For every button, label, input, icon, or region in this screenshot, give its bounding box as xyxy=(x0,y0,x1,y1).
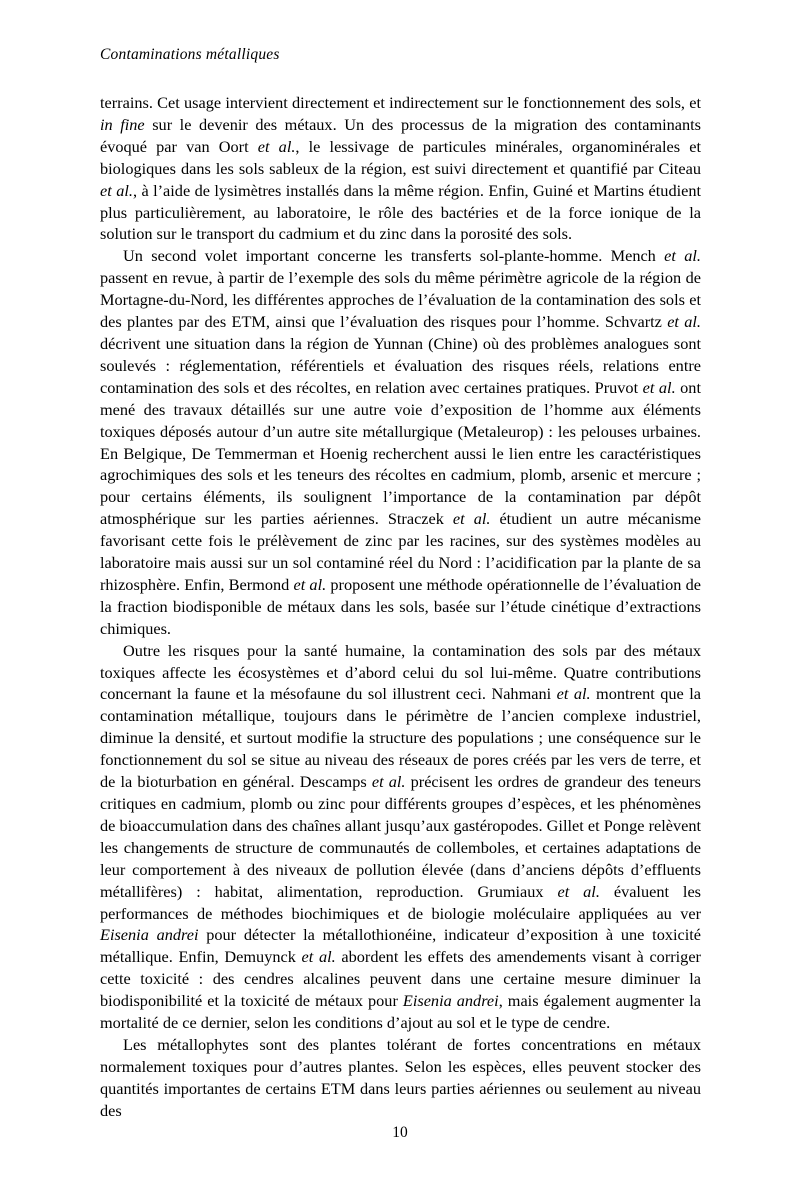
text-run: , le lessivage de particules minérales, organominérales et biologiques dans les sols sableux de la région, est suivi directement et quantifié par Citeau xyxy=(100,136,701,178)
italic-text-run: et al. xyxy=(371,772,406,792)
paragraph xyxy=(100,640,701,1034)
text-run: décrivent une situation dans la région de Yunnan (Chine) où des problèmes analogues sont soulevés : réglementation, référentiels et évaluation des risques réels, relations entre contamination des sols et des récoltes, en relation avec certaines pratiques. Pruvot xyxy=(100,333,701,397)
text-run: pour détecter la métallothionéine, indicateur d’exposition à une toxicité métallique. Enfin, Demuynck xyxy=(100,925,701,967)
italic-text-run: et al. xyxy=(257,136,296,156)
italic-text-run: Eisenia andrei xyxy=(402,991,499,1011)
text-run: abordent les effets des amendements visant à corriger cette toxicité : des cendres alcalines peuvent dans une certaine mesure diminuer la biodisponibilité et la toxicité de métaux pour xyxy=(100,947,701,1011)
italic-text-run: et al. xyxy=(293,574,327,594)
italic-text-run: et al. xyxy=(642,377,676,397)
text-run: proposent une méthode opérationnelle de l’évaluation de la fraction biodisponible de métaux dans les sols, basée sur l’étude cinétique d’extractions chimiques. xyxy=(100,574,702,638)
page-number: 10 xyxy=(392,1124,408,1141)
text-run: , à l’aide de lysimètres installés dans la même région. Enfin, Guiné et Martins étudient plus particulièrement, au laboratoire, le rôle des bactéries et de la force ionique de la solution sur le transport du cadmium et du zinc dans la porosité des sols. xyxy=(100,180,702,244)
italic-text-run: et al. xyxy=(664,246,701,266)
text-run: passent en revue, à partir de l’exemple des sols du même périmètre agricole de la région de Mortagne-du-Nord, les différentes approches de l’évaluation de la contamination des sols et des plantes par des ETM, ainsi que l’évaluation des risques pour l’homme. Schvartz xyxy=(100,268,701,332)
italic-text-run: Eisenia andrei xyxy=(100,925,199,945)
paragraph xyxy=(100,1034,701,1122)
body-text xyxy=(100,92,701,1122)
text-run: sur le devenir des métaux. Un des processus de la migration des contaminants évoqué par van Oort xyxy=(100,114,702,156)
text-run: , mais également augmenter la mortalité de ce dernier, selon les conditions d’ajout au sol et le type de cendre. xyxy=(100,991,701,1033)
text-run: ont mené des travaux détaillés sur une autre voie d’exposition de l’homme aux éléments toxiques déposés autour d’un autre site métallurgique (Metaleurop) : les pelouses urbaines. En Belgique, De Temmerman et Hoenig recherchent aussi le lien entre les caractéristiques agrochimiques des sols et les teneurs des récoltes en cadmium, plomb, arsenic et mercure ; pour certains éléments, ils soulignent l’importance de la contamination par dépôt atmosphérique sur les parties aériennes. Straczek xyxy=(100,377,701,529)
text-run: montrent que la contamination métallique, toujours dans le périmètre de l’ancien complexe industriel, diminue la densité, et surtout modifie la structure des populations ; une conséquence sur le fonctionnement du sol se situe au niveau des réseaux de pores créés par les vers de terre, et de la bioturbation en général. Descamps xyxy=(100,684,702,792)
italic-text-run: et al. xyxy=(452,509,491,529)
text-run: Un second volet important concerne les transferts sol-plante-homme. Mench xyxy=(123,246,665,266)
italic-text-run: et al. xyxy=(100,180,133,200)
text-run: Les métallophytes sont des plantes tolérant de fortes concentrations en métaux normalement toxiques pour d’autres plantes. Selon les espèces, elles peuvent stocker des quantités importantes de certains ETM dans leurs parties aériennes ou seulement au niveau des xyxy=(100,1034,701,1120)
text-run: terrains. Cet usage intervient directement et indirectement sur le fonctionnement des sols, et xyxy=(100,93,701,112)
italic-text-run: et al. xyxy=(556,684,591,704)
text-run: Outre les risques pour la santé humaine, la contamination des sols par des métaux toxiques affecte les écosystèmes et d’abord celui du sol lui-même. Quatre contributions concernant la faune et la mésofaune du sol illustrent ceci. Nahmani xyxy=(100,640,701,704)
italic-text-run: et al. xyxy=(301,947,336,967)
italic-text-run: et al. xyxy=(557,881,600,901)
paragraph xyxy=(100,92,701,245)
text-run: précisent les ordres de grandeur des teneurs critiques en cadmium, plomb ou zinc pour différents groupes d’espèces, et les phénomènes de bioaccumulation dans des chaînes allant jusqu’aux gastéropodes. Gillet et Ponge relèvent les changements de structure de communautés de collemboles, et certaines adaptations de leur comportement à des niveaux de pollution élevée (dans d’anciens dépôts d’effluents métallifères) : habitat, alimentation, reproduction. Grumiaux xyxy=(100,772,701,901)
paragraph xyxy=(100,245,701,639)
text-run: étudient un autre mécanisme favorisant cette fois le prélèvement de zinc par les racines, sur des systèmes modèles au laboratoire mais aussi sur un sol contaminé réel du Nord : l’acidification par la plante de sa rhizosphère. Enfin, Bermond xyxy=(100,509,702,594)
running-header: Contaminations métalliques xyxy=(100,46,280,63)
italic-text-run: in fine xyxy=(100,114,145,134)
italic-text-run: et al. xyxy=(667,312,701,332)
text-run: évaluent les performances de méthodes biochimiques et de biologie moléculaire appliquées au ver xyxy=(100,881,702,923)
